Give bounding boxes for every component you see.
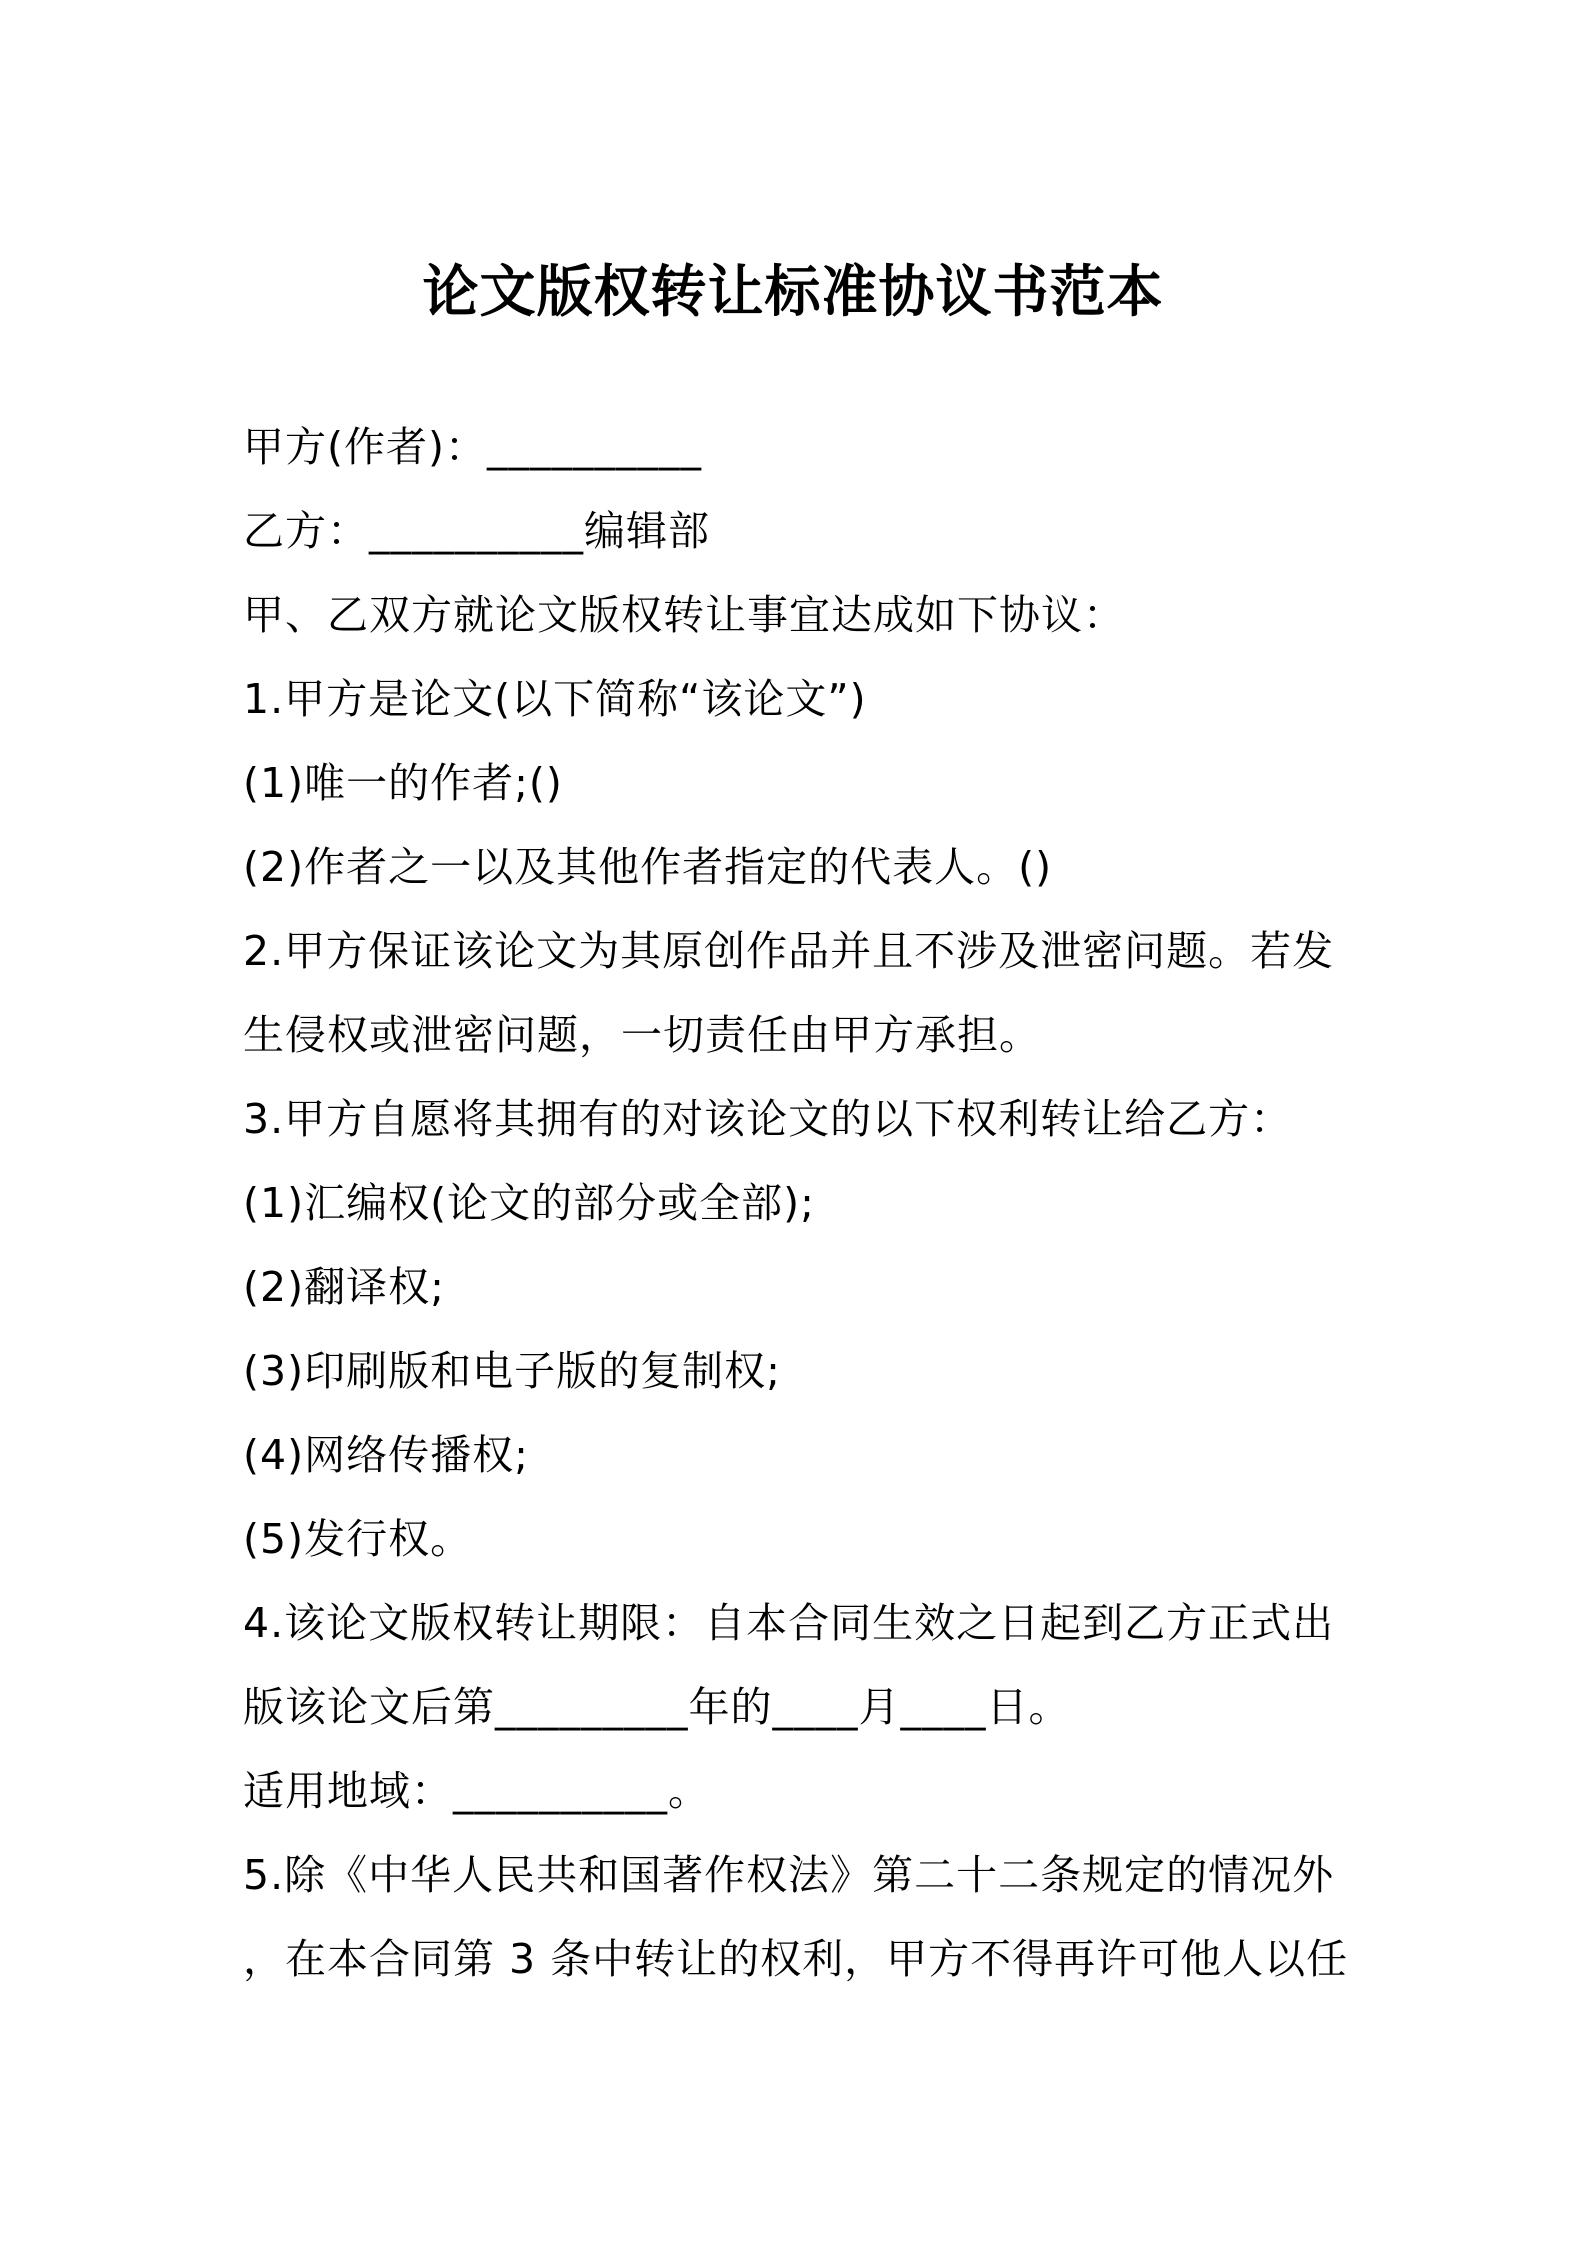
clause-3: 3.甲方自愿将其拥有的对该论文的以下权利转让给乙方： (243, 1095, 1293, 1143)
agreement-intro: 甲、乙双方就论文版权转让事宜达成如下协议： (243, 591, 1125, 639)
party-b-line: 乙方：__________编辑部 (243, 507, 710, 555)
clause-2-line-1: 2.甲方保证该论文为其原创作品并且不涉及泄密问题。若发 (243, 927, 1335, 975)
clause-4-line-2: 版该论文后第_________年的____月____日。 (243, 1683, 1071, 1731)
clause-2-line-2: 生侵权或泄密问题，一切责任由甲方承担。 (243, 1011, 1041, 1059)
clause-1-option-1: (1)唯一的作者;() (243, 759, 563, 807)
clause-3-right-4: (4)网络传播权; (243, 1431, 529, 1479)
party-a-line: 甲方(作者)：__________ (243, 423, 702, 471)
applicable-region: 适用地域：__________。 (243, 1767, 710, 1815)
clause-5-line-1: 5.除《中华人民共和国著作权法》第二十二条规定的情况外 (243, 1851, 1335, 1899)
clause-4-line-1: 4.该论文版权转让期限：自本合同生效之日起到乙方正式出 (243, 1599, 1335, 1647)
clause-3-right-3: (3)印刷版和电子版的复制权; (243, 1347, 781, 1395)
clause-1: 1.甲方是论文(以下简称“该论文”) (243, 675, 867, 723)
clause-3-right-2: (2)翻译权; (243, 1263, 445, 1311)
document-body (243, 405, 1363, 2001)
clause-5-line-2: ，在本合同第 3 条中转让的权利，甲方不得再许可他人以任 (243, 1935, 1349, 1983)
document-title: 论文版权转让标准协议书范本 (422, 260, 1164, 325)
clause-3-right-1: (1)汇编权(论文的部分或全部); (243, 1179, 815, 1227)
clause-1-option-2: (2)作者之一以及其他作者指定的代表人。() (243, 843, 1053, 891)
clause-3-right-5: (5)发行权。 (243, 1515, 473, 1563)
